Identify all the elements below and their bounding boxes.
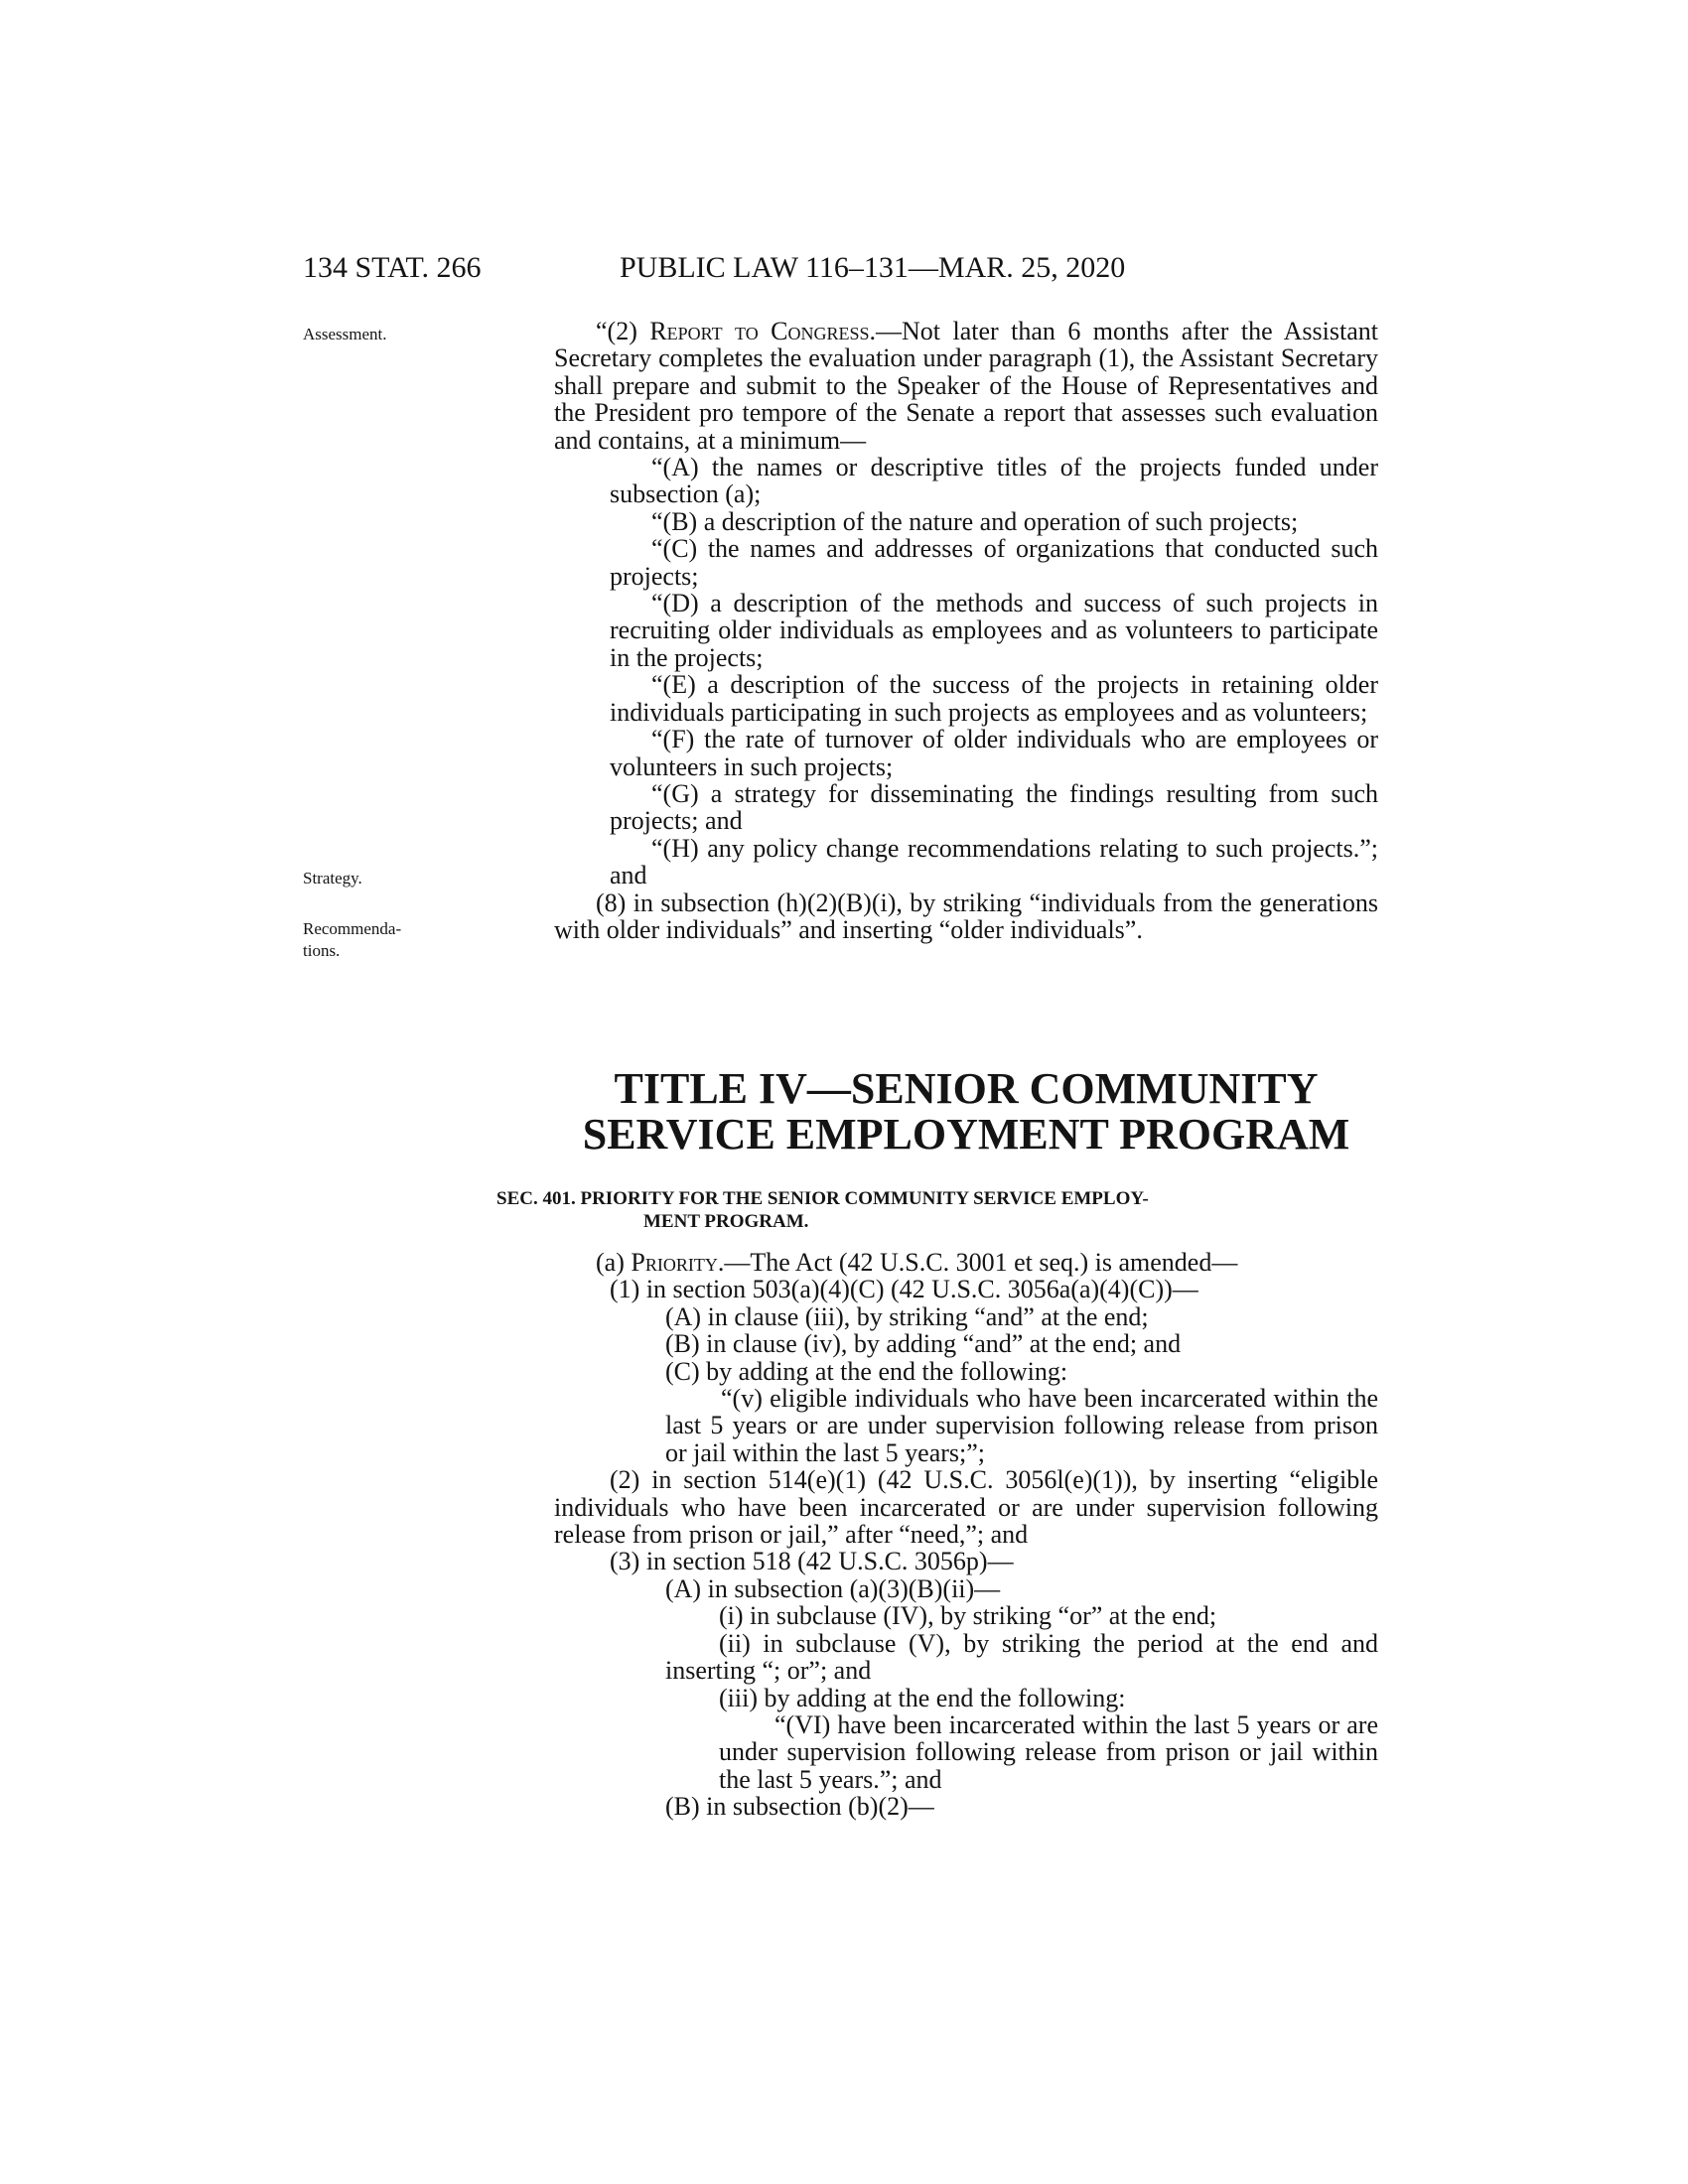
priority-item-1b: (B) in clause (iv), by adding “and” at the end; and <box>665 1329 1182 1359</box>
priority-item-3a-iii: (iii) by adding at the end the following: <box>719 1683 1126 1712</box>
report-item-g: “(G) a strategy for disseminating the findings resulting from such projects; and <box>610 778 1378 836</box>
priority-item-1: (1) in section 503(a)(4)(C) (42 U.S.C. 3056a(a)(4)(C))— <box>610 1275 1198 1304</box>
margin-note-assessment: Assessment. <box>303 325 387 343</box>
priority-item-1v: “(v) eligible individuals who have been incarcerated within the last 5 years or are under supervision following release from prison or jail within the last 5 years;”; <box>665 1384 1378 1467</box>
page-header-title: PUBLIC LAW 116–131—MAR. 25, 2020 <box>620 251 1126 284</box>
page-stat-number: 134 STAT. 266 <box>303 251 482 284</box>
paragraph-8: (8) in subsection (h)(2)(B)(i), by striking “individuals from the generations with older individuals” and inserting “older individuals”. <box>554 887 1378 944</box>
priority-section <box>554 1249 1378 1821</box>
report-item-d: “(D) a description of the methods and success of such projects in recruiting older individuals as employees and as volunteers to participate in the projects; <box>610 589 1378 672</box>
priority-item-3a-ii: (ii) in subclause (V), by striking the period at the end and inserting “; or”; and <box>665 1628 1378 1686</box>
priority-item-2: (2) in section 514(e)(1) (42 U.S.C. 3056l(e)(1)), by inserting “eligible individuals who have been incarcerated or are under supervision following release from prison or jail,” after “need,”; and <box>554 1465 1378 1550</box>
priority-paragraph <box>554 1249 1378 1276</box>
priority-lead: (a) <box>596 1248 632 1277</box>
report-item-c: “(C) the names and addresses of organizations that conducted such projects; <box>610 534 1378 591</box>
title-heading <box>554 1066 1378 1158</box>
priority-item-3a-vi: “(VI) have been incarcerated within the last 5 years or are under supervision following release from prison or jail within the last 5 years.”; and <box>719 1709 1378 1794</box>
margin-note-recommendations: Recommenda- tions. <box>303 919 402 960</box>
section-heading <box>496 1187 1378 1233</box>
report-item-f: “(F) the rate of turnover of older individuals who are employees or volunteers in such projects; <box>610 725 1378 781</box>
priority-heading: Priority <box>631 1248 718 1277</box>
report-text: .—Not later than 6 months after the Assistant Secretary completes the evaluation under paragraph (1), the Assistant Secretary shall prepare and submit to the Speaker of the House of Representatives and the President pro tempore of the Senate a report that assesses such evaluation and contains, at a minimum— <box>554 317 1378 455</box>
report-paragraph <box>554 318 1378 454</box>
section-heading-line-2: MENT PROGRAM. <box>643 1211 809 1232</box>
report-item-e: “(E) a description of the success of the projects in retaining older individuals participating in such projects as employees and as volunteers; <box>610 670 1378 727</box>
report-item-a: “(A) the names or descriptive titles of the projects funded under subsection (a); <box>610 453 1378 509</box>
priority-item-1c: (C) by adding at the end the following: <box>665 1356 1068 1386</box>
margin-note-strategy: Strategy. <box>303 869 362 887</box>
report-item-h: “(H) any policy change recommendations relating to such projects.”; and <box>610 833 1378 890</box>
report-lead: “(2) <box>596 317 650 345</box>
priority-text: .—The Act (42 U.S.C. 3001 et seq.) is amended— <box>717 1248 1238 1277</box>
priority-item-3a: (A) in subsection (a)(3)(B)(ii)— <box>665 1573 1001 1603</box>
report-heading: Report to Congress <box>649 317 870 345</box>
title-line-1: TITLE IV—SENIOR COMMUNITY <box>614 1064 1319 1113</box>
section-heading-line-1: SEC. 401. PRIORITY FOR THE SENIOR COMMUNITY SERVICE EMPLOY- <box>496 1188 1149 1209</box>
priority-item-3b: (B) in subsection (b)(2)— <box>665 1792 934 1822</box>
priority-item-1a: (A) in clause (iii), by striking “and” at the end; <box>665 1301 1149 1331</box>
report-item-b: “(B) a description of the nature and operation of such projects; <box>651 506 1299 536</box>
priority-item-3a-i: (i) in subclause (IV), by striking “or” at the end; <box>719 1601 1217 1631</box>
priority-item-3: (3) in section 518 (42 U.S.C. 3056p)— <box>610 1547 1014 1576</box>
report-section <box>554 318 1378 943</box>
title-line-2: SERVICE EMPLOYMENT PROGRAM <box>582 1110 1350 1159</box>
